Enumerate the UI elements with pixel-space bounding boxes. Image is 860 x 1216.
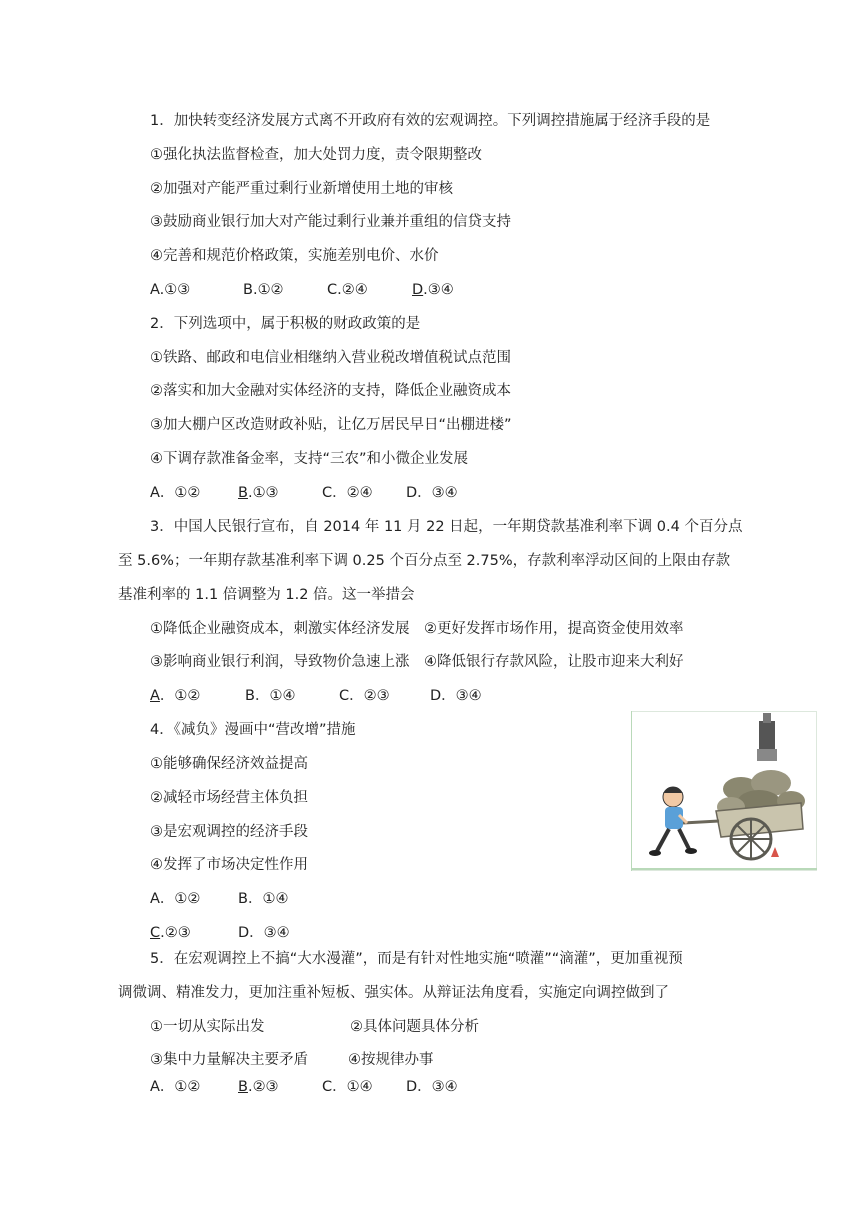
- option-c-value: ②③: [363, 688, 390, 704]
- question-5-item-4: ④按规律办事: [348, 1052, 434, 1068]
- question-3-stem-line-1: 3．中国人民银行宣布，自 2014 年 11 月 22 日起，一年期贷款基准利率下调 0.4 个百分点: [150, 519, 743, 535]
- option-c-dot: .: [160, 925, 165, 941]
- question-3-stem-line-2: 至 5.6%；一年期存款基准利率下调 0.25 个百分点至 2.75%，存款利率浮动区间的上限由存款: [118, 553, 731, 569]
- option-a-value: ①②: [174, 688, 201, 704]
- question-1-item-1: ①强化执法监督检查，加大处罚力度，责令限期整改: [150, 147, 482, 163]
- option-b-label: B.: [243, 282, 258, 298]
- question-5-stem-line-2: 调微调、精准发力，更加注重补短板、强实体。从辩证法角度看，实施定向调控做到了: [118, 985, 669, 1001]
- option-d-value: ③④: [263, 925, 290, 941]
- question-1-item-3: ③鼓励商业银行加大对产能过剩行业兼并重组的信贷支持: [150, 214, 511, 230]
- question-4-options-row-2: [150, 923, 290, 943]
- option-c-value: ②④: [346, 485, 373, 501]
- option-c-label: C．: [322, 485, 347, 501]
- option-b-value: ①④: [269, 688, 296, 704]
- option-a-dot: ．: [159, 688, 175, 704]
- option-d-label: D．: [406, 485, 432, 501]
- question-5-options: [150, 1077, 458, 1097]
- option-c-label: C．: [322, 1079, 347, 1095]
- option-a-label: A: [150, 688, 160, 704]
- option-c-value: ②④: [341, 282, 368, 298]
- option-b-label: B: [238, 1079, 248, 1095]
- question-3-item-row-2: ③影响商业银行利润，导致物价急速上涨 ④降低银行存款风险，让股市迎来大利好: [150, 654, 684, 670]
- question-3-item-row-1: ①降低企业融资成本，刺激实体经济发展 ②更好发挥市场作用，提高资金使用效率: [150, 621, 684, 637]
- option-b-dot: .: [247, 485, 253, 501]
- question-4-options-row-1: [150, 889, 288, 909]
- option-a-value: ①②: [174, 485, 201, 501]
- option-d-label: D．: [430, 688, 456, 704]
- option-d-value: ③④: [427, 282, 454, 298]
- question-2-item-4: ④下调存款准备金率，支持“三农”和小微企业发展: [150, 451, 469, 467]
- question-1-item-2: ②加强对产能严重过剩行业新增使用土地的审核: [150, 181, 453, 197]
- option-b-dot: .: [247, 1079, 253, 1095]
- question-4-stem: 4．《减负》漫画中“营改增”措施: [150, 722, 356, 738]
- question-5-item-row-1: [150, 1017, 479, 1037]
- question-2-options: [150, 483, 458, 503]
- option-a-label: A．: [150, 1079, 175, 1095]
- option-b-label: B: [238, 485, 248, 501]
- option-b-label: B．: [238, 891, 263, 907]
- option-c-value: ①④: [346, 1079, 373, 1095]
- option-c-label: C.: [327, 282, 342, 298]
- option-d-value: ③④: [431, 1079, 458, 1095]
- option-d-label: D．: [406, 1079, 432, 1095]
- option-a-label: A．: [150, 485, 175, 501]
- question-5-item-row-2: [150, 1050, 434, 1070]
- question-1-item-4: ④完善和规范价格政策，实施差别电价、水价: [150, 248, 439, 264]
- question-3-stem-line-3: 基准利率的 1.1 倍调整为 1.2 倍。这一举措会: [118, 587, 415, 603]
- option-a-value: ①②: [174, 891, 201, 907]
- question-5-item-2: ②具体问题具体分析: [350, 1019, 479, 1035]
- option-a-value: ①②: [174, 1079, 201, 1095]
- option-b-value: ①③: [252, 485, 279, 501]
- option-d-label: D: [412, 282, 424, 298]
- question-5-item-3: ③集中力量解决主要矛盾: [150, 1052, 308, 1068]
- question-4-item-4: ④发挥了市场决定性作用: [150, 857, 308, 873]
- question-4-item-3: ③是宏观调控的经济手段: [150, 824, 308, 840]
- option-c-label: C．: [339, 688, 364, 704]
- question-5-item-1: ①一切从实际出发: [150, 1019, 265, 1035]
- question-4-item-2: ②减轻市场经营主体负担: [150, 790, 308, 806]
- question-3-options: [150, 686, 482, 706]
- question-1-stem: 1．加快转变经济发展方式离不开政府有效的宏观调控。下列调控措施属于经济手段的是: [150, 113, 711, 129]
- option-a-label: A.: [150, 282, 165, 298]
- option-a-label: A．: [150, 891, 175, 907]
- question-4-item-1: ①能够确保经济效益提高: [150, 756, 308, 772]
- question-2-item-3: ③加大棚户区改造财政补贴，让亿万居民早日“出棚进楼”: [150, 417, 512, 433]
- cartoon-image: [631, 711, 817, 871]
- question-2-item-1: ①铁路、邮政和电信业相继纳入营业税改增值税试点范围: [150, 350, 511, 366]
- question-1-options: [150, 280, 454, 300]
- option-c-value: ②③: [164, 925, 191, 941]
- option-a-value: ①③: [164, 282, 191, 298]
- question-2-item-2: ②落实和加大金融对实体经济的支持，降低企业融资成本: [150, 383, 511, 399]
- option-c-label: C: [150, 925, 161, 941]
- option-b-value: ②③: [252, 1079, 279, 1095]
- option-d-value: ③④: [431, 485, 458, 501]
- option-d-dot: .: [423, 282, 428, 298]
- option-d-value: ③④: [455, 688, 482, 704]
- question-2-stem: 2．下列选项中，属于积极的财政政策的是: [150, 316, 421, 332]
- option-b-label: B．: [245, 688, 270, 704]
- option-d-label: D．: [238, 925, 264, 941]
- option-b-value: ①②: [257, 282, 284, 298]
- option-b-value: ①④: [262, 891, 289, 907]
- question-5-stem-line-1: 5．在宏观调控上不搞“大水漫灌”，而是有针对性地实施“喷灌”“滴灌”，更加重视预: [150, 951, 683, 967]
